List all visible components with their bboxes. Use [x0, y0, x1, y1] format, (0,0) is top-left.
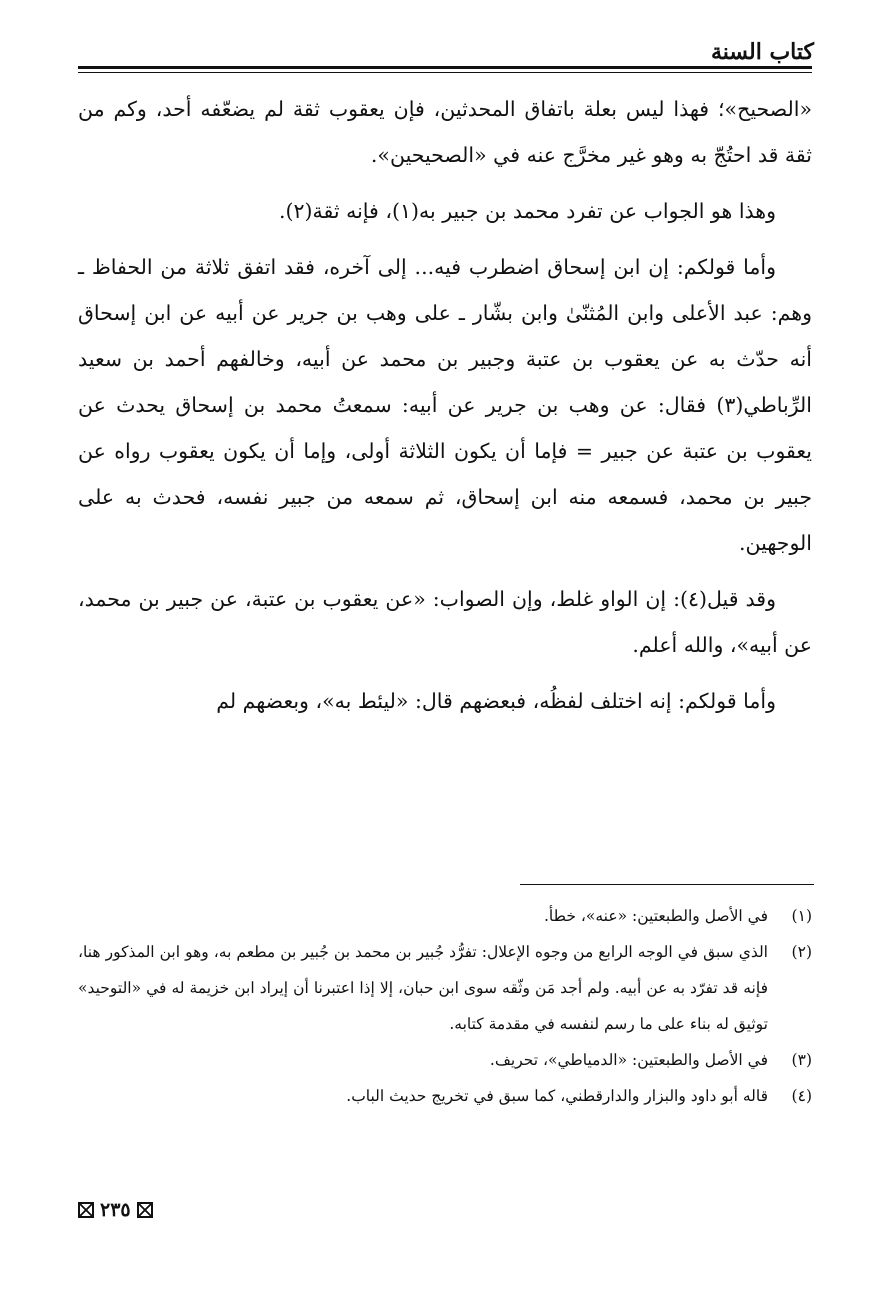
footnote-number: (١)	[791, 907, 812, 925]
header-rule-thin	[78, 72, 812, 73]
main-text	[78, 86, 812, 724]
footnote	[78, 898, 812, 934]
footnotes	[78, 898, 812, 1114]
footnote-number: (٢)	[791, 943, 812, 961]
footnote-text: في الأصل والطبعتين: «عنه»، خطأ.	[544, 907, 768, 925]
footnote	[78, 1078, 812, 1114]
page-number-block	[78, 1198, 153, 1222]
footnote	[78, 934, 812, 1042]
paragraph: وهذا هو الجواب عن تفرد محمد بن جبير به(١)، فإنه ثقة(٢).	[279, 199, 776, 223]
paragraph: وأما قولكم: إنه اختلف لفظُه، فبعضهم قال: «ليئط به»، وبعضهم لم	[216, 689, 776, 713]
running-title: كتاب السنة	[710, 39, 814, 65]
page-number: ٢٣٥	[100, 1199, 131, 1221]
paragraph: وقد قيل(٤): إن الواو غلط، وإن الصواب: «عن يعقوب بن عتبة، عن جبير بن محمد، عن أبيه»، والله أعلم.	[78, 587, 812, 657]
footnote-number: (٤)	[791, 1087, 812, 1105]
footnote-number: (٣)	[791, 1051, 812, 1069]
ornament-icon	[137, 1202, 153, 1218]
header-rule-thick	[78, 66, 812, 69]
footnote	[78, 1042, 812, 1078]
paragraph: وأما قولكم: إن ابن إسحاق اضطرب فيه... إلى آخره، فقد اتفق ثلاثة من الحفاظ ـ وهم: عبد الأعلى وابن المُثنّىٰ وابن بشّار ـ على وهب بن جرير عن أبيه عن ابن إسحاق أنه حدّث به عن يعقوب بن عتبة وجبير بن محمد عن أبيه، وخالفهم أحمد بن سعيد الرِّباطي(٣) فقال: عن وهب بن جرير عن أبيه: سمعتُ محمد بن إسحاق يحدث عن يعقوب بن عتبة عن جبير = فإما أن يكون الثلاثة أولى، وإما أن يكون يعقوب رواه عن جبير بن محمد، فسمعه منه ابن إسحاق، ثم سمعه من جبير نفسه، فحدث به على الوجهين.	[78, 255, 812, 555]
paragraph: «الصحيح»؛ فهذا ليس بعلة باتفاق المحدثين، فإن يعقوب ثقة لم يضعّفه أحد، وكم من ثقة قد احتُجّ به وهو غير مخرَّج عنه في «الصحيحين».	[78, 97, 812, 167]
footnote-text: الذي سبق في الوجه الرابع من وجوه الإعلال: تفرُّد جُبير بن محمد بن جُبير بن مطعم به، وهو ابن المذكور هنا، فإنه قد تفرّد به عن أبيه. ولم أجد مَن وثّقه سوى ابن حبان، إلا إذا اعتبرنا أن إيراد ابن خزيمة له في «التوحيد» توثيق له بناء على ما رسم لنفسه في مقدمة كتابه.	[78, 943, 768, 1033]
ornament-icon	[78, 1202, 94, 1218]
footnote-separator	[520, 884, 814, 885]
footnote-text: قاله أبو داود والبزار والدارقطني، كما سبق في تخريج حديث الباب.	[346, 1087, 768, 1105]
footnote-text: في الأصل والطبعتين: «الدمياطي»، تحريف.	[489, 1051, 768, 1069]
